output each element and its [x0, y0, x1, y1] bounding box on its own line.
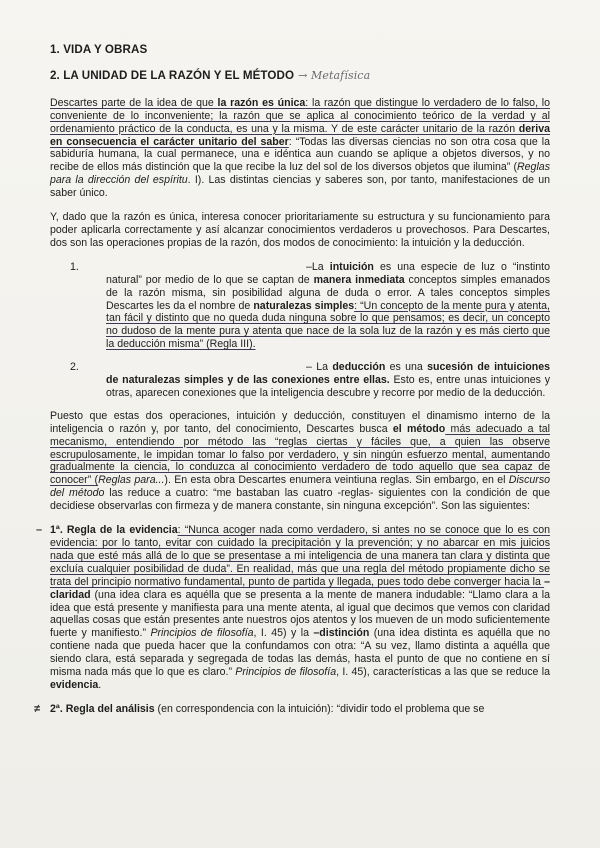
rule2-text-1: (en correspondencia con la intuición): “dividir todo el problema que se: [154, 702, 485, 715]
rule1-bold-claridad: –claridad: [50, 575, 550, 601]
item-number: 2.: [70, 361, 79, 374]
rule2-marker: ≠: [34, 702, 41, 715]
item1-bold-2: manera inmediata: [313, 273, 405, 286]
rule1-text-5: , I. 45), características a las que se reduce la: [336, 666, 550, 679]
rule1-text-3: , I. 45) y la: [253, 627, 314, 640]
item2-text-2: es una: [385, 361, 428, 374]
item2-text-1: – La: [306, 361, 333, 374]
para1-text-4: . I). Las distintas ciencias y saberes son, por tanto, manifestaciones de un saber único.: [50, 174, 551, 200]
para1-bold-2: deriva en consecuencia el carácter unitario del saber: [50, 122, 550, 148]
item2-bold-2: sucesión de intuiciones de naturalezas simples y de las conexiones entre ellas.: [106, 361, 551, 387]
rule1-italic-1: Principios de filosofía: [150, 627, 254, 640]
paragraph-regla-evidencia: [50, 524, 550, 692]
item2-bold-1: deducción: [332, 361, 386, 374]
paragraph-metodo: [50, 410, 550, 513]
heading-text: 2. LA UNIDAD DE LA RAZÓN Y EL MÉTODO: [50, 68, 295, 82]
item-text: [106, 261, 550, 351]
para1-italic-1: Reglas para la dirección del espíritu: [50, 161, 550, 187]
rule1-marker: –: [36, 524, 43, 537]
heading-unidad-razon-metodo: [50, 70, 550, 83]
item1-text-4: : “Un concepto de la mente pura y atenta, tan fácil y distinto que no queda duda ninguna sobre lo que pensamos; es decir, un concepto no dudoso de la mente pura y atenta que nace de la sola luz de la razón y es más cierto que la deducción misma” (Regla III).: [106, 299, 550, 351]
document-body: [34, 43, 551, 716]
para1-text-1: Descartes parte de la idea de que: [50, 96, 218, 109]
handwritten-annotation: → Metafísica: [298, 68, 371, 82]
item2-text-3: Esto es, entre unas intuiciones y otras, aparecen conexiones que la inteligencia descubre y recorre por medio de la deducción.: [106, 374, 550, 399]
para3-bold-1: el método: [392, 422, 446, 435]
rule1-text-4: (una idea distinta es aquélla que no contiene nada que pueda hacer que la confundamos con otra: “A su vez, llamo distinta a aquélla que siendo clara, está separada y segregada de todas las demás, hasta el punto de que no contiene en sí misma nada más que lo que es claro.”: [50, 627, 550, 679]
rule-analisis-block: [34, 702, 550, 716]
item1-bold-3: naturalezas simples: [253, 299, 355, 312]
para3-italic-1: Reglas para...: [98, 474, 165, 487]
rule1-italic-2: Principios de filosofía: [235, 666, 337, 679]
para1-text-2: : la razón que distingue lo verdadero de lo falso, lo conveniente de lo inconveniente; la razón que se aplica al conocimiento teórico de la verdad y al ordenamiento práctico de la conducta, es una y la misma. Y de este carácter unitario de la razón: [50, 96, 551, 135]
heading-vida-y-obras: 1. VIDA Y OBRAS: [50, 43, 148, 56]
item1-text-1: –La: [306, 260, 330, 273]
para3-text-2: más adecuado a tal mecanismo, entendiendo por método las “reglas ciertas y fáciles que, a quien las observe escrupulosamente, le impidan tomar lo falso por verdadero, y sin ningún esfuerzo mental, aumentando gradualmente la ciencia, lo conduzca al conocimiento verdadero de todo aquello que sea capaz de conocer” (: [50, 422, 551, 487]
para1-text-3: : “Todas las diversas ciencias no son otra cosa que la sabiduría humana, la cual permanece, una e idéntica aun cuando se aplique a objetos diversos, y no recibe de ellos más distinción que la que recibe la luz del sol de los diversos objetos que ilumina” (: [50, 135, 550, 174]
rule1-title: 1ª. Regla de la evidencia: [50, 524, 178, 537]
para3-text-3: ). En esta obra Descartes enumera veintiuna reglas. Sin embargo, en el: [164, 474, 509, 487]
list-item-deduccion: [50, 361, 550, 400]
paragraph-regla-analisis: [50, 703, 550, 716]
rule-evidencia-block: [36, 524, 550, 692]
paragraph-razon-unica: [50, 97, 550, 200]
list-item-intuicion: [50, 261, 550, 351]
rule1-text-2: (una idea clara es aquélla que se presenta a la mente de manera indudable: “Llamo clara a la idea que está presente y manifiesta para una mente atenta, al igual que decimos que vemos con claridad aquellas cosas que están presentes ante nuestros ojos atentos y los mueven de un modo suficientemente fuerte y manifiesto.”: [50, 588, 550, 640]
para3-text-4: las reduce a cuatro: “me bastaban las cuatro -reglas- siguientes con la condición de que decidiese observarlas con firmeza y de manera constante, sin ninguna excepción”. Son las siguientes:: [50, 487, 550, 513]
para3-text-1: Puesto que estas dos operaciones, intuición y deducción, constituyen el dinamismo interno de la inteligencia o razón y, por tanto, del conocimiento, Descartes busca: [50, 409, 550, 435]
rule1-text-1: : “Nunca acoger nada como verdadero, si antes no se conoce que lo es con evidencia: por lo tanto, evitar con cuidado la precipitación y la prevención; y no abarcar en mis juicios nada que esté más allá de lo que se presentase a mi inteligencia de una manera tan clara y distinta que excluía cualquier posibilidad de duda”. En realidad, más que una regla del método propiamente dicho se trata del principio normativo fundamental, punto de partida y llegada, pues todo debe converger hacia la: [50, 524, 550, 588]
rule1-text-6: .: [98, 678, 102, 691]
rule2-title: 2ª. Regla del análisis: [50, 702, 155, 715]
item1-text-3: conceptos simples emanados de la razón misma, sin posibilidad alguna de duda o error. A tales conceptos simples Descartes les da el nombre de: [106, 273, 550, 312]
item-number: 1.: [70, 260, 79, 273]
para1-bold-1: la razón es única: [217, 96, 306, 109]
rule1-bold-evidencia: evidencia: [50, 678, 99, 691]
paragraph-operaciones-razon: Y, dado que la razón es única, interesa conocer prioritariamente su estructura y su funcionamiento para poder aplicarla correctamente y así alcanzar conocimientos verdaderos u provechosos. Para Descartes, dos son las operaciones propias de la razón, dos modos de conocimiento: la intuición y la deducción.: [50, 211, 550, 249]
item1-text-2: es una especie de luz o “instinto natural” por medio de lo que se captan de: [106, 260, 551, 286]
rule1-bold-distincion: –distinción: [313, 627, 370, 640]
item1-bold-1: intuición: [329, 260, 374, 273]
item-text: [106, 361, 550, 400]
para3-italic-2: Discurso del método: [50, 474, 551, 500]
